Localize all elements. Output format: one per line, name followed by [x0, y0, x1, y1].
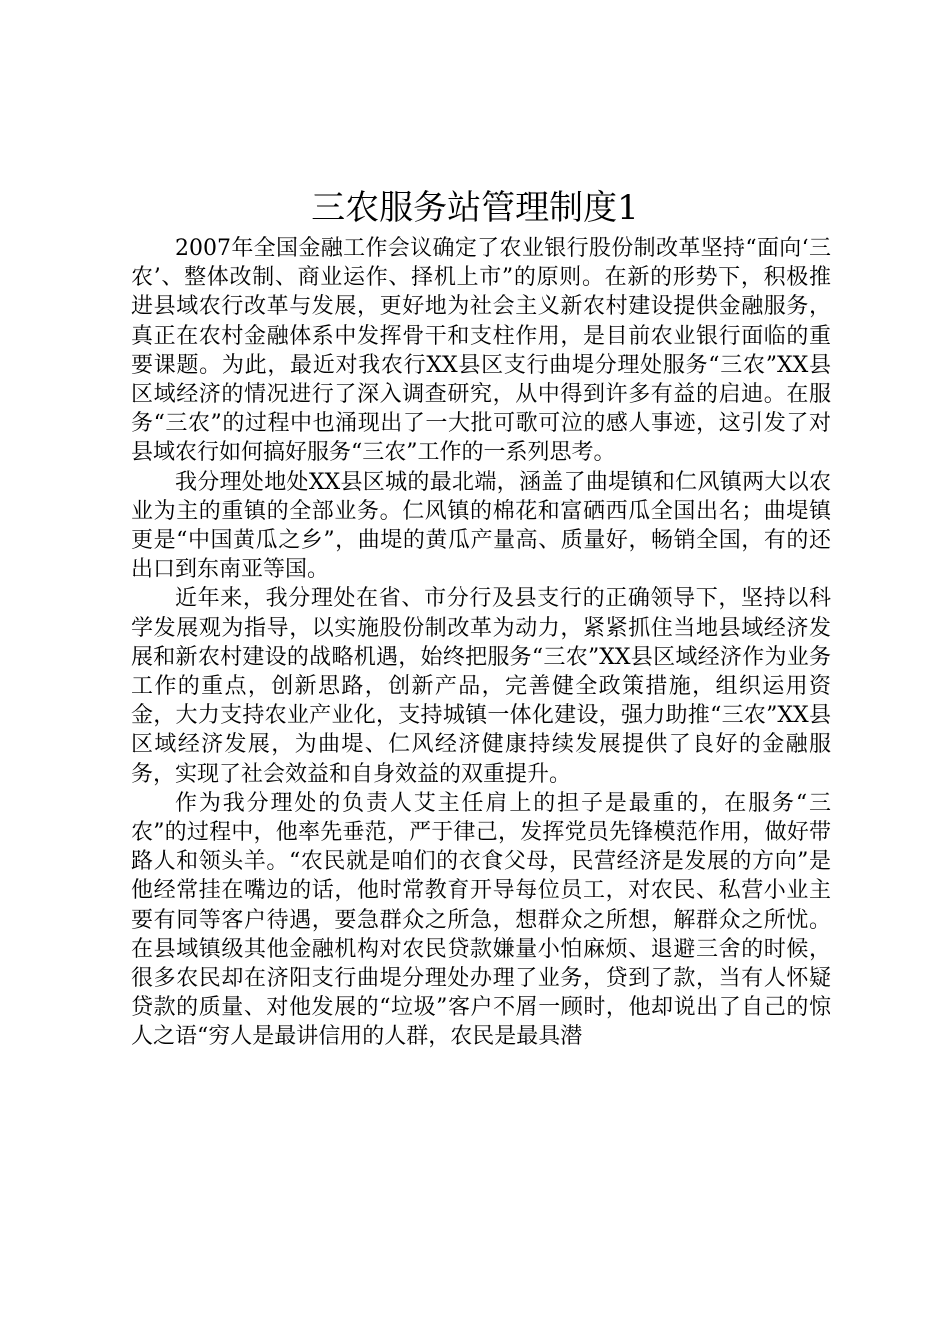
document-body	[131, 234, 831, 1052]
paragraph: 近年来，我分理处在省、市分行及县支行的正确领导下，坚持以科学发展观为指导，以实施股份制改革为动力，紧紧抓住当地县域经济发展和新农村建设的战略机遇，始终把服务“三农”XX县区域经济作为业务工作的重点，创新思路，创新产品，完善健全政策措施，组织运用资金，大力支持农业产业化，支持城镇一体化建设，强力助推“三农”XX县区域经济发展，为曲堤、仁风经济健康持续发展提供了良好的金融服务，实现了社会效益和自身效益的双重提升。	[131, 586, 831, 787]
paragraph: 作为我分理处的负责人艾主任肩上的担子是最重的，在服务“三农”的过程中，他率先垂范，严于律己，发挥党员先锋模范作用，做好带路人和领头羊。“农民就是咱们的衣食父母，民营经济是发展的方向”是他经常挂在嘴边的话，他时常教育开导每位员工，对农民、私营小业主要有同等客户待遇，要急群众之所急，想群众之所想，解群众之所忧。在县域镇级其他金融机构对农民贷款嫌量小怕麻烦、退避三舍的时候，很多农民却在济阳支行曲堤分理处办理了业务，贷到了款，当有人怀疑贷款的质量、对他发展的“垃圾”客户不屑一顾时，他却说出了自己的惊人之语“穷人是最讲信用的人群，农民是最具潜	[131, 790, 831, 1050]
paragraph: 我分理处地处XX县区城的最北端，涵盖了曲堤镇和仁风镇两大以农业为主的重镇的全部业务。仁风镇的棉花和富硒西瓜全国出名；曲堤镇更是“中国黄瓜之乡”，曲堤的黄瓜产量高、质量好，畅销全国，有的还出口到东南亚等国。	[131, 469, 831, 583]
paragraph: 2007年全国金融工作会议确定了农业银行股份制改革坚持“面向‘三农’、整体改制、商业运作、择机上市”的原则。在新的形势下，积极推进县域农行改革与发展，更好地为社会主义新农村建设提供金融服务，真正在农村金融体系中发挥骨干和支柱作用，是目前农业银行面临的重要课题。为此，最近对我农行XX县区支行曲堤分理处服务“三农”XX县区域经济的情况进行了深入调查研究，从中得到许多有益的启迪。在服务“三农”的过程中也涌现出了一大批可歌可泣的感人事迹，这引发了对县域农行如何搞好服务“三农”工作的一系列思考。	[131, 236, 831, 466]
document-title: 三农服务站管理制度1	[311, 188, 639, 228]
